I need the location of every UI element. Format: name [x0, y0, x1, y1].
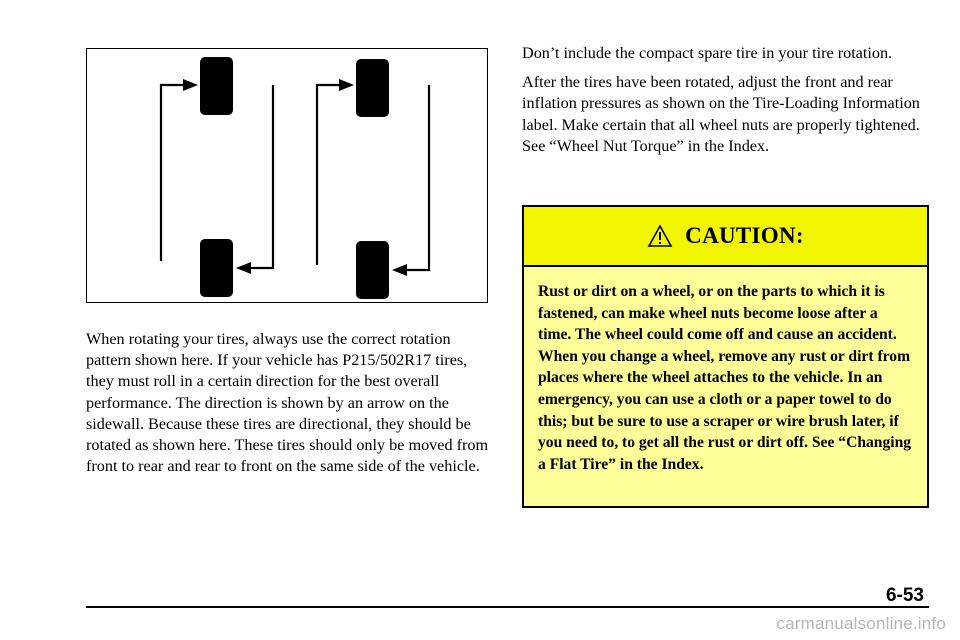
rotation-line-front-to-rear-right [402, 85, 429, 270]
page-number: 6-53 [885, 585, 924, 606]
rotation-line-rear-to-front-right [317, 85, 344, 265]
caution-body-text: Rust or dirt on a wheel, or on the parts to which it is fastened, can make wheel nuts become loose after a time. The wheel could come off and cause an accident. When you change a wheel, remove any rust or dirt from places where the wheel attaches to the vehicle. In an emergency, you can use a cloth or a paper towel to do this; but be sure to use a scraper or wire brush later, if you need to, to get all the rust or dirt off. See “Changing a Flat Tire” in the Index. [524, 267, 927, 506]
rotation-instructions-paragraph: When rotating your tires, always use the correct rotation pattern shown here. If your vehicle has P215/502R17 tires, they must roll in a certain direction for the best overall performance. The direction is shown by an arrow on the sidewall. Because these tires are directional, they should be rotated as shown here. These tires should only be moved from front to rear and rear to front on the same side of the vehicle. [86, 330, 489, 476]
arrow-head-front-right [339, 79, 354, 91]
tire-front-right [356, 59, 389, 117]
tire-front-left [200, 57, 233, 115]
footer-rule [86, 606, 929, 608]
tire-rotation-diagram [86, 48, 488, 303]
arrow-head-rear-right [392, 264, 407, 276]
rotation-line-front-to-rear-left [246, 85, 273, 268]
inflation-instructions-paragraph: After the tires have been rotated, adjust the front and rear inflation pressures as shown on the Tire-Loading Information label. Make certain that all wheel nuts are properly tightened. See “Wheel Nut Torque” in the Index. [522, 73, 920, 155]
tire-rotation-pattern-graphic [87, 49, 487, 302]
spare-tire-note: Don’t include the compact spare tire in your tire rotation. [522, 44, 893, 62]
caution-box [522, 205, 929, 508]
tire-rear-right [356, 241, 389, 299]
arrow-head-front-left [183, 79, 198, 91]
caution-title: CAUTION: [685, 223, 804, 248]
warning-triangle-icon [647, 224, 673, 248]
watermark-text: carmanualsonline.info [776, 614, 946, 633]
arrow-head-rear-left [236, 262, 251, 274]
tire-rear-left [200, 239, 233, 297]
right-column [522, 43, 930, 165]
caution-header [524, 207, 927, 267]
rotation-line-rear-to-front-left [161, 85, 188, 261]
